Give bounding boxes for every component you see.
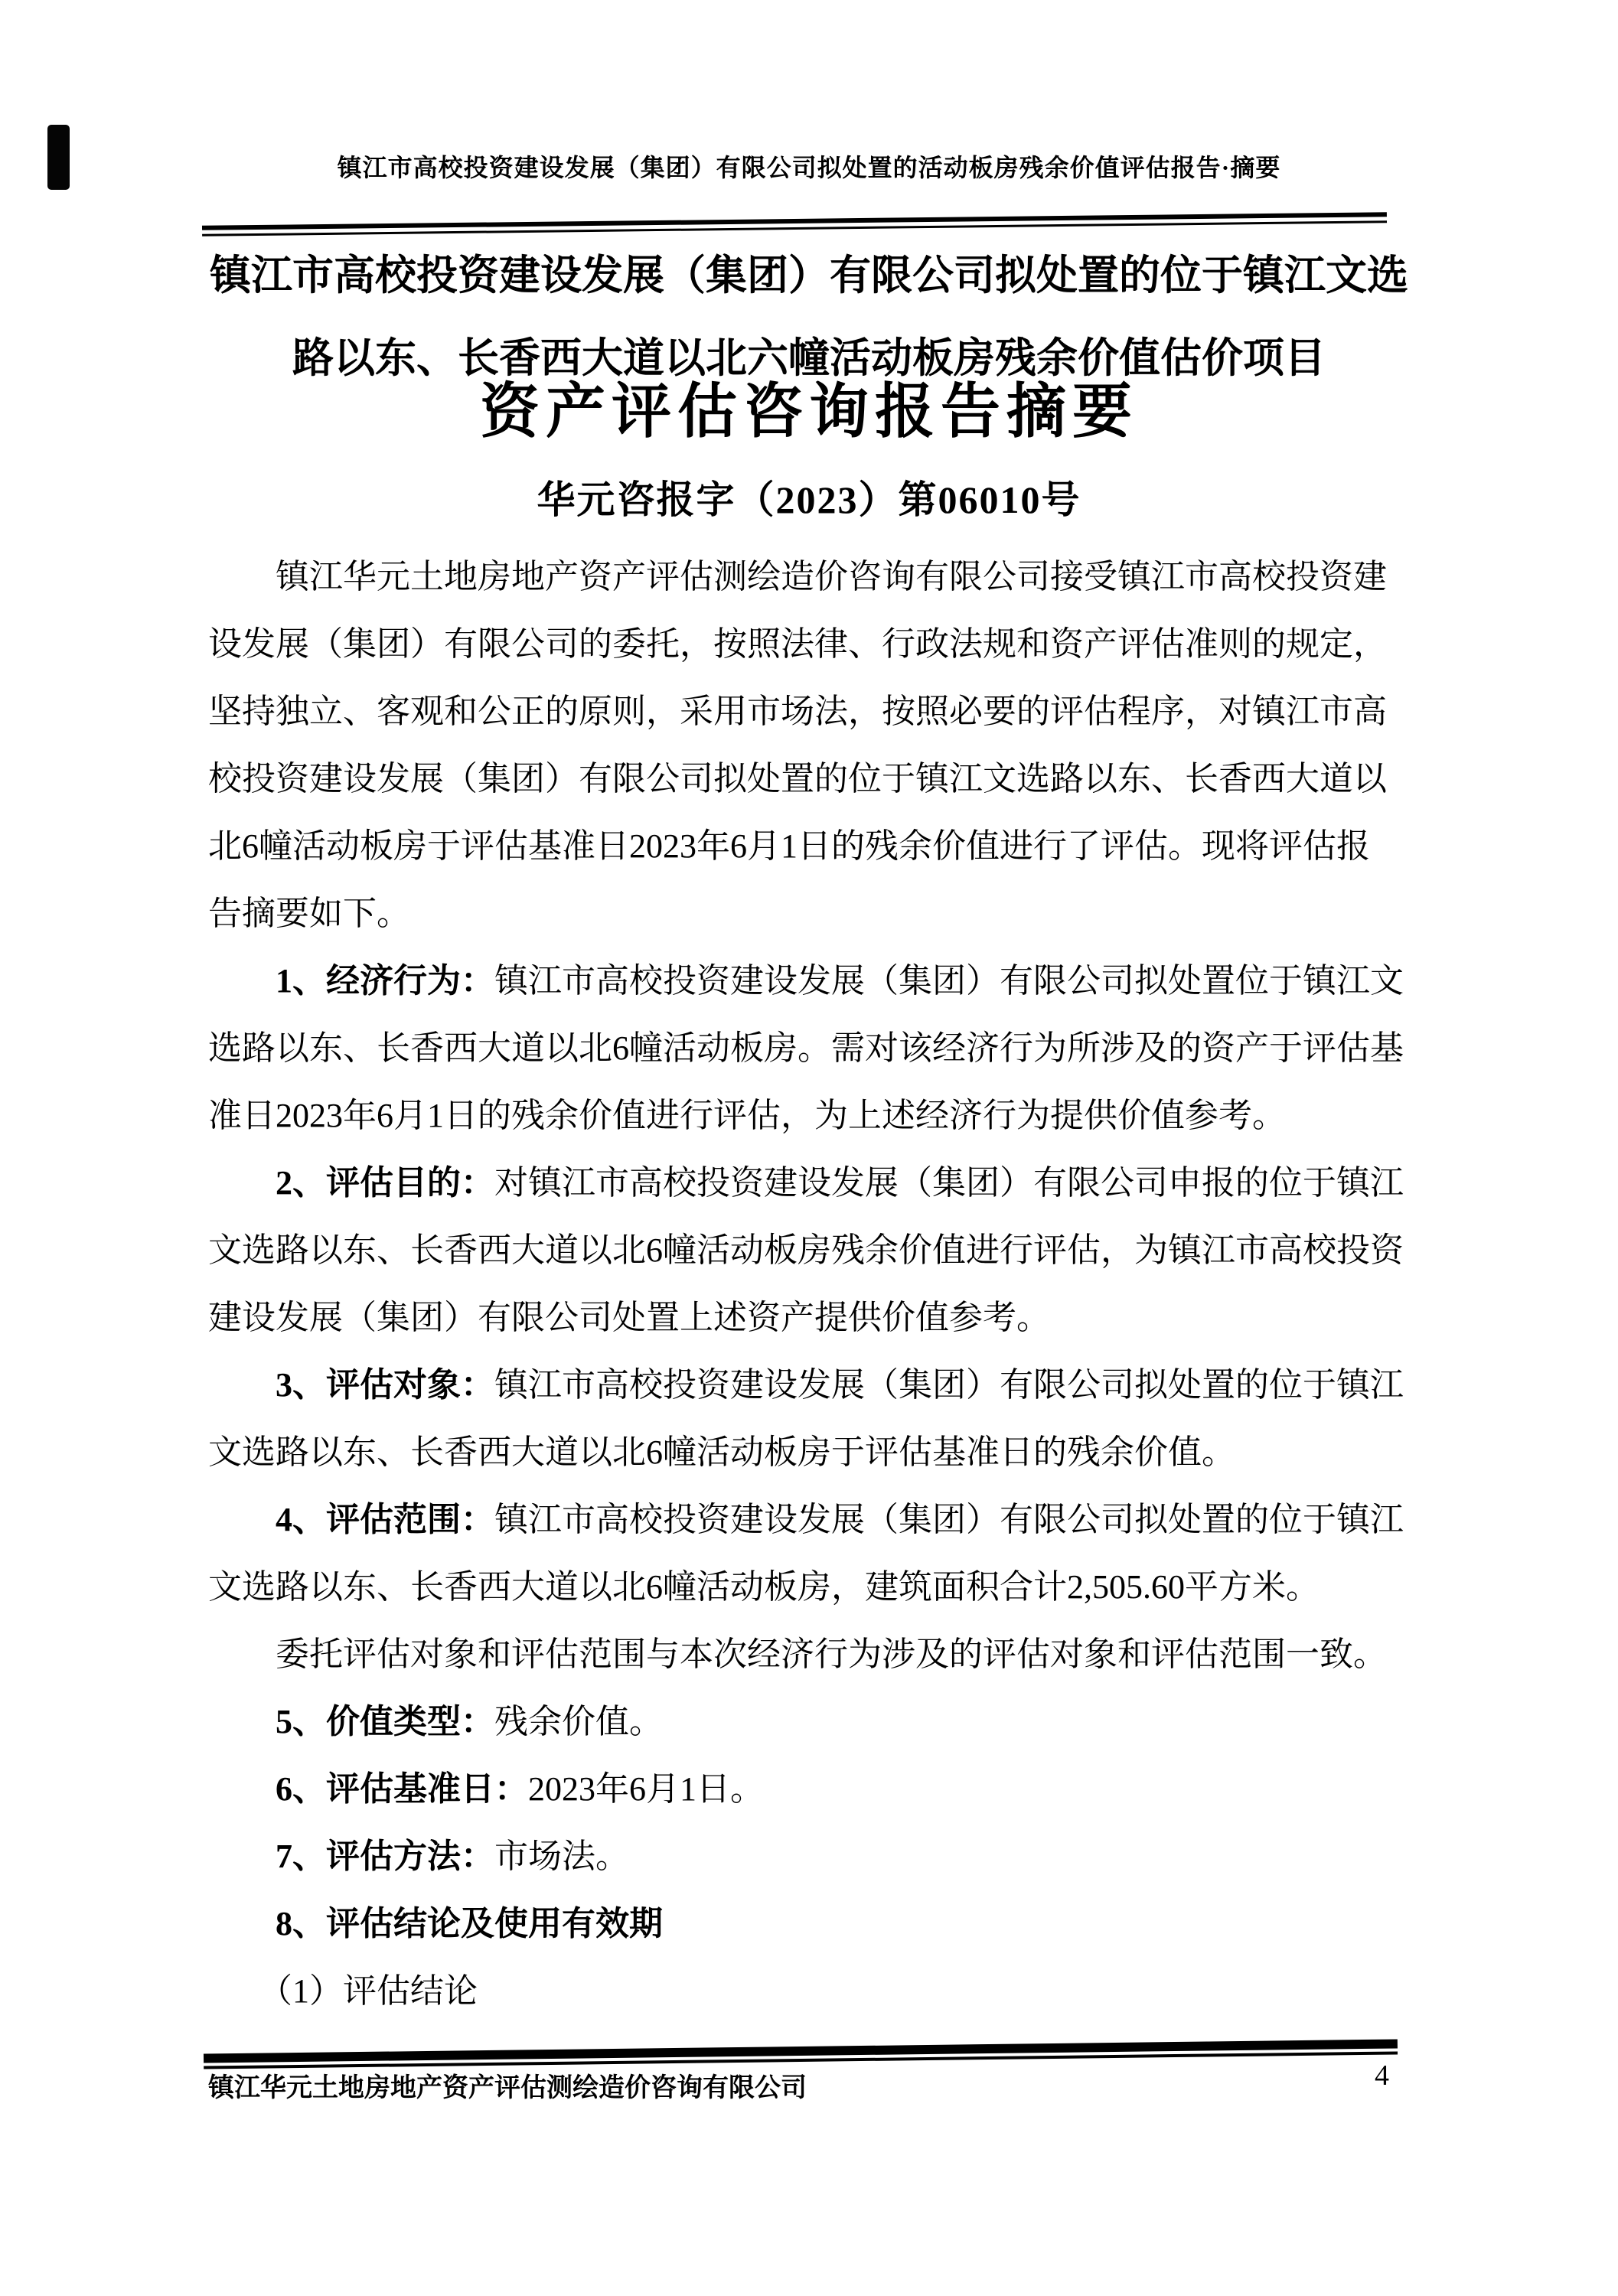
section-1-line-2: 选路以东、长香西大道以北6幢活动板房。需对该经济行为所涉及的资产于评估基 [208, 1029, 1404, 1067]
item-5-text: 残余价值。 [494, 1703, 663, 1740]
intro-line-6: 告摘要如下。 [208, 895, 410, 932]
section-2-line-3: 建设发展（集团）有限公司处置上述资产提供价值参考。 [208, 1299, 1050, 1336]
footer-rule [204, 2039, 1398, 2069]
section-2-line-2: 文选路以东、长香西大道以北6幢活动板房残余价值进行评估，为镇江市高校投资 [208, 1231, 1404, 1269]
intro-line-1: 镇江华元土地房地产资产评估测绘造价咨询有限公司接受镇江市高校投资建 [276, 558, 1387, 595]
running-header: 镇江市高校投资建设发展（集团）有限公司拟处置的活动板房残余价值评估报告·摘要 [337, 154, 1281, 181]
section-3-text: 镇江市高校投资建设发展（集团）有限公司拟处置的位于镇江 [494, 1366, 1404, 1404]
intro-line-2: 设发展（集团）有限公司的委托，按照法律、行政法规和资产评估准则的规定， [208, 625, 1387, 663]
item-5-line [208, 1688, 1405, 1756]
section-1-text: 镇江市高校投资建设发展（集团）有限公司拟处置位于镇江文 [494, 962, 1404, 1000]
section-4-line-2: 文选路以东、长香西大道以北6幢活动板房，建筑面积合计2,505.60平方米。 [208, 1568, 1320, 1606]
section-3-first-line [208, 1352, 1405, 1419]
section-2-label: 2、评估目的： [276, 1164, 494, 1202]
section-4-text: 镇江市高校投资建设发展（集团）有限公司拟处置的位于镇江 [494, 1501, 1404, 1538]
section-4-label: 4、评估范围： [276, 1501, 494, 1538]
intro-line-5: 北6幢活动板房于评估基准日2023年6月1日的残余价值进行了评估。现将评估报 [208, 827, 1370, 865]
footer-company: 镇江华元土地房地产资产评估测绘造价咨询有限公司 [208, 2074, 807, 2102]
section-3-line-2: 文选路以东、长香西大道以北6幢活动板房于评估基准日的残余价值。 [208, 1433, 1235, 1471]
item-8-line [208, 1890, 1405, 1958]
conclusion-sub-item: （1）评估结论 [259, 1972, 478, 2010]
scope-note-line: 委托评估对象和评估范围与本次经济行为涉及的评估对象和评估范围一致。 [276, 1636, 1387, 1673]
page-number: 4 [1375, 2060, 1389, 2092]
intro-line-4: 校投资建设发展（集团）有限公司拟处置的位于镇江文选路以东、长香西大道以 [208, 760, 1387, 797]
report-number: 华元咨报字（2023）第06010号 [537, 478, 1081, 521]
report-body [208, 543, 1405, 2025]
item-6-label: 6、评估基准日： [276, 1770, 528, 1808]
item-7-label: 7、评估方法： [276, 1838, 494, 1875]
scan-artifact-mark [47, 125, 70, 190]
section-2-text: 对镇江市高校投资建设发展（集团）有限公司申报的位于镇江 [494, 1164, 1404, 1202]
item-6-line [208, 1756, 1405, 1823]
intro-line-3: 坚持独立、客观和公正的原则，采用市场法，按照必要的评估程序，对镇江市高 [208, 693, 1387, 730]
doc-title-line1: 镇江市高校投资建设发展（集团）有限公司拟处置的位于镇江文选 [210, 253, 1408, 298]
header-rule [202, 212, 1387, 236]
section-2-first-line [208, 1150, 1405, 1217]
section-3-label: 3、评估对象： [276, 1366, 494, 1404]
report-title: 资产评估咨询报告摘要 [479, 378, 1138, 445]
doc-title-line2: 路以东、长香西大道以北六幢活动板房残余价值估价项目 [292, 335, 1326, 381]
item-7-line [208, 1823, 1405, 1890]
section-1-first-line [208, 947, 1405, 1015]
item-6-text: 2023年6月1日。 [528, 1770, 764, 1808]
item-5-label: 5、价值类型： [276, 1703, 494, 1740]
item-8-label: 8、评估结论及使用有效期 [276, 1905, 663, 1942]
section-1-line-3: 准日2023年6月1日的残余价值进行评估，为上述经济行为提供价值参考。 [208, 1097, 1286, 1134]
doc-title [143, 234, 1475, 400]
item-7-text: 市场法。 [494, 1838, 629, 1875]
section-1-label: 1、经济行为： [276, 962, 494, 1000]
section-4-first-line [208, 1486, 1405, 1554]
